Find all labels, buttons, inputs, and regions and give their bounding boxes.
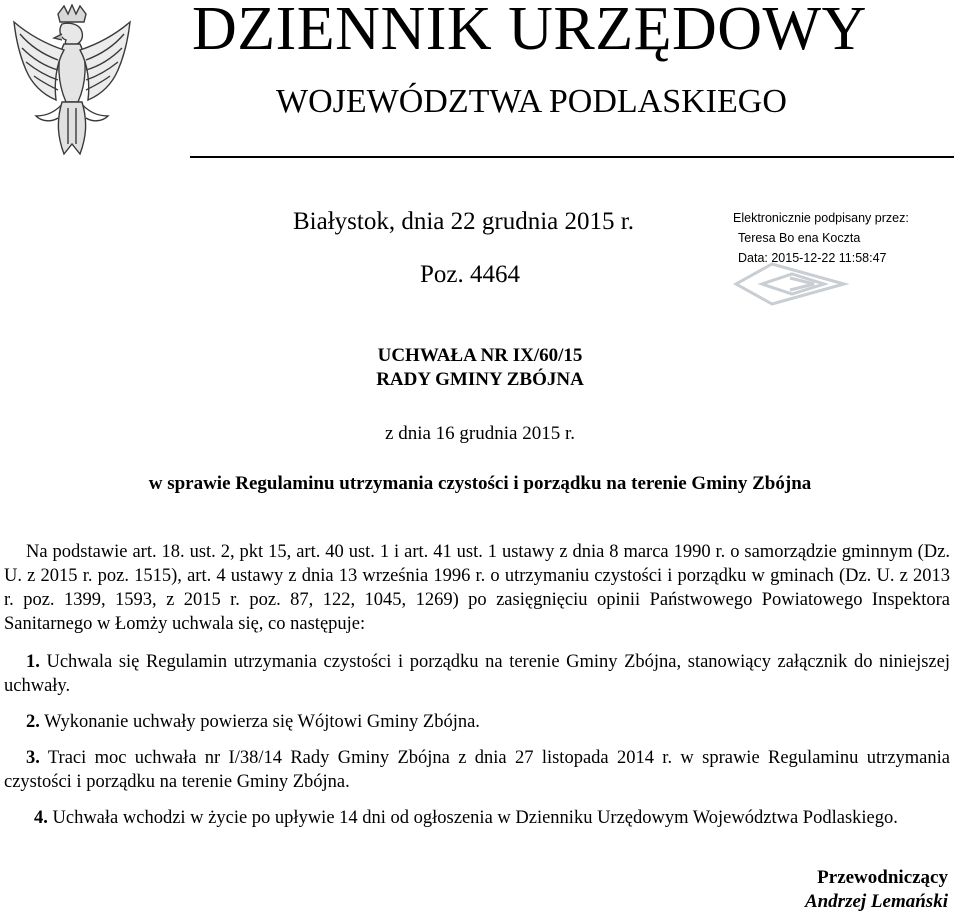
polish-eagle-icon [6,4,138,162]
act-title [0,344,960,392]
paragraph-1 [4,650,950,698]
paragraph-text: Uchwala się Regulamin utrzymania czystości i porządku na terenie Gminy Zbójna, stanowiący załącznik do niniejszej uchwały. [4,652,950,696]
publication-place-date: Białystok, dnia 22 grudnia 2015 r. [293,208,634,235]
electronic-signature-block [726,208,956,304]
header-divider [190,156,954,158]
signer-role: Przewodniczący [817,867,948,888]
preamble: Na podstawie art. 18. ust. 2, pkt 15, art. 40 ust. 1 i art. 41 ust. 1 ustawy z dnia 8 marca 1990 r. o samorządzie gminnym (Dz. U. z 2015 r. poz. 1515), art. 4 ustawy z dnia 13 września 1996 r. o utrzymaniu czystości i porządku w gminach (Dz. U. z 2013 r. poz. 1399, 1593, z 2015 r. poz. 87, 122, 1045, 1269) po zasięgnięciu opinii Państwowego Powiatowego Inspektora Sanitarnego w Łomży uchwala się, co następuje: [4,542,950,634]
publication-position: Poz. 4464 [420,261,520,288]
act-date: z dnia 16 grudnia 2015 r. [385,423,575,444]
paragraph-3 [4,746,950,794]
paragraph-text: Wykonanie uchwały powierza się Wójtowi Gminy Zbójna. [39,712,480,732]
paragraph-text: Traci moc uchwała nr I/38/14 Rady Gminy Zbójna z dnia 27 listopada 2014 r. w sprawie Regulaminu utrzymania czystości i porządku na terenie Gminy Zbójna. [4,748,950,792]
paragraph-text: Uchwała wchodzi w życie po upływie 14 dni od ogłoszenia w Dzienniku Urzędowym Województwa Podlaskiego. [47,808,898,828]
paragraph-number: 4. [34,808,48,828]
paragraph-number: 2. [26,712,40,732]
act-issuer: RADY GMINY ZBÓJNA [376,369,584,390]
gazette-subtitle: WOJEWÓDZTWA PODLASKIEGO [276,83,787,120]
paragraph-2 [4,710,950,734]
signature-signer: Teresa Bo ena Koczta [738,231,861,245]
signature-label: Elektronicznie podpisany przez: [733,211,909,225]
signature-date: Data: 2015-12-22 11:58:47 [738,251,887,265]
paragraph-number: 1. [26,652,40,672]
paragraph-number: 3. [26,748,40,768]
act-number: UCHWAŁA NR IX/60/15 [377,345,583,366]
signer-block [805,866,948,914]
paragraph-4 [4,806,950,830]
signer-name: Andrzej Lemański [804,891,948,912]
act-subject: w sprawie Regulaminu utrzymania czystości i porządku na terenie Gminy Zbójna [148,473,812,494]
gazette-title: DZIENNIK URZĘDOWY [192,0,867,63]
